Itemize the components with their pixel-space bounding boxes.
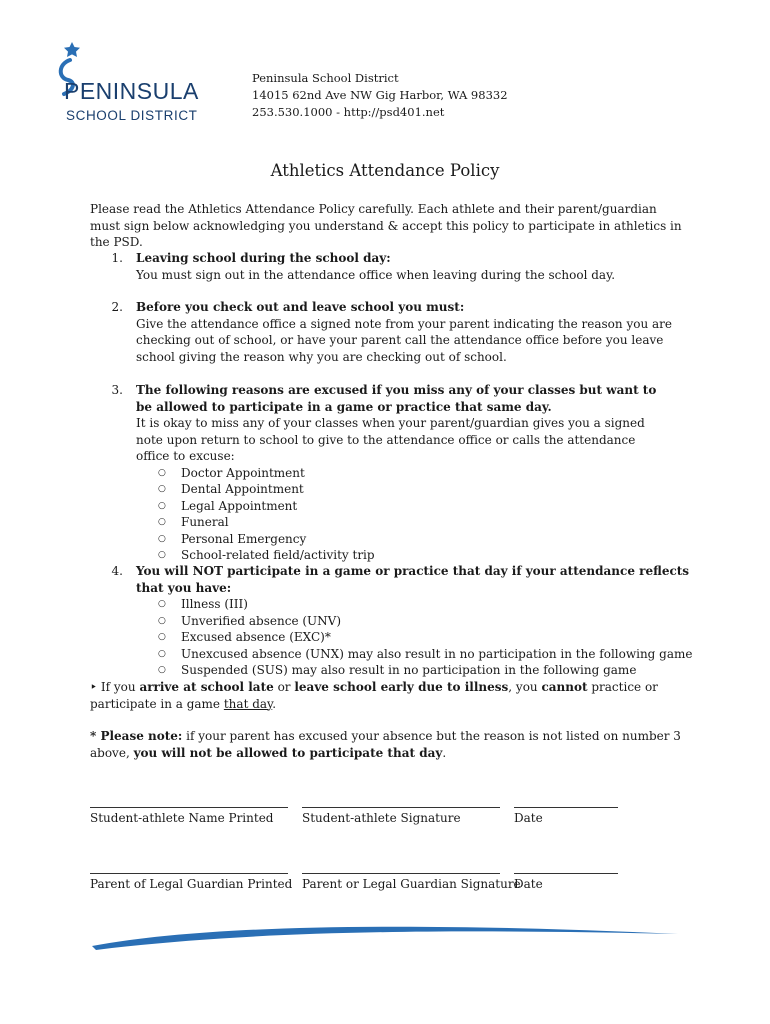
page-title: Athletics Attendance Policy xyxy=(270,161,500,180)
note-text: If you xyxy=(97,680,140,694)
date-label: Date xyxy=(514,877,543,891)
item-number: 2. xyxy=(111,300,123,314)
non-participation-list xyxy=(181,596,696,679)
signature-line[interactable] xyxy=(302,873,500,874)
item-number: 4. xyxy=(111,564,123,578)
signature-line[interactable] xyxy=(90,873,288,874)
list-item xyxy=(136,250,696,283)
list-item xyxy=(136,563,696,679)
list-item: ○ Dental Appointment xyxy=(181,481,666,498)
list-item: ○ Legal Appointment xyxy=(181,498,666,515)
list-item: ○ Illness (III) xyxy=(181,596,696,613)
date-label: Date xyxy=(514,811,543,825)
note-underline: that day xyxy=(223,696,273,711)
footer-swoosh xyxy=(90,918,680,952)
list-item: ○ Doctor Appointment xyxy=(181,465,666,482)
item-heading: Before you check out and leave school you must: xyxy=(136,300,465,314)
signature-line[interactable] xyxy=(90,807,288,808)
student-name-label: Student-athlete Name Printed xyxy=(90,811,274,825)
intro-paragraph: Please read the Athletics Attendance Policy carefully. Each athlete and their parent/guardian must sign below acknowledging you understand & accept this policy to participate in athletics in the PSD. xyxy=(90,202,682,249)
note-text: practice or participate in a game xyxy=(90,680,658,711)
guardian-name-label: Parent of Legal Guardian Printed xyxy=(90,877,293,891)
list-item xyxy=(136,382,666,564)
item-text: Give the attendance office a signed note from your parent indicating the reason you are checking out of school, or have your parent call the attendance office before you leave school giving the reason why you are checking out of school. xyxy=(136,316,672,364)
item-heading: The following reasons are excused if you miss any of your classes but want to be allowed to participate in a game or practice that same day. xyxy=(136,383,657,414)
student-signature-label: Student-athlete Signature xyxy=(302,811,461,825)
item-heading: You will NOT participate in a game or practice that day if your attendance reflects that you have: xyxy=(136,564,690,595)
list-item: ○ Excused absence (EXC)* xyxy=(181,629,696,646)
list-item: ○ Unverified absence (UNV) xyxy=(181,613,696,630)
district-contact: 253.530.1000 - http://psd401.net xyxy=(252,105,445,119)
list-item xyxy=(136,299,681,365)
item-text: It is okay to miss any of your classes when your parent/guardian gives you a signed note upon return to school to give to the attendance office or calls the attendance office to excuse: xyxy=(136,416,645,463)
signature-line[interactable] xyxy=(514,807,618,808)
logo-name: PENINSULA xyxy=(64,78,199,104)
note-emphasis: you will not be allowed to participate that day xyxy=(133,745,443,760)
note-text: or xyxy=(273,680,295,694)
arrow-icon: ‣ xyxy=(90,680,98,694)
list-item: ○ Funeral xyxy=(181,514,666,531)
note-emphasis: cannot xyxy=(541,680,588,694)
item-heading: Leaving school during the school day: xyxy=(136,251,391,265)
list-item: ○ School-related field/activity trip xyxy=(181,547,666,564)
item-number: 1. xyxy=(111,251,123,265)
list-item: ○ Personal Emergency xyxy=(181,531,666,548)
note-emphasis: arrive at school late xyxy=(139,680,274,694)
note-text: . xyxy=(272,696,277,711)
star-icon xyxy=(64,42,80,57)
district-street: 14015 62nd Ave NW Gig Harbor, WA 98332 xyxy=(252,88,508,102)
excused-reasons-list xyxy=(181,465,666,564)
note-emphasis: leave school early due to illness xyxy=(294,680,509,694)
district-name: Peninsula School District xyxy=(252,71,399,85)
logo-subtitle: SCHOOL DISTRICT xyxy=(66,108,198,123)
note-text: . xyxy=(442,745,447,760)
item-text: You must sign out in the attendance office when leaving during the school day. xyxy=(136,267,616,282)
item-number: 3. xyxy=(111,383,123,397)
note-text: , you xyxy=(508,680,542,694)
list-item: ○ Suspended (SUS) may also result in no participation in the following game xyxy=(181,662,696,679)
late-arrival-note xyxy=(90,679,690,712)
note-emphasis: * Please note: xyxy=(90,729,183,743)
signature-line[interactable] xyxy=(514,873,618,874)
note-text: if your parent has excused your absence but the reason is not listed on number 3 above, xyxy=(90,729,681,760)
please-note xyxy=(90,728,690,761)
signature-line[interactable] xyxy=(302,807,500,808)
district-address xyxy=(252,70,508,121)
guardian-signature-label: Parent or Legal Guardian Signature xyxy=(302,877,521,891)
list-item: ○ Unexcused absence (UNX) may also result in no participation in the following game xyxy=(181,646,696,663)
